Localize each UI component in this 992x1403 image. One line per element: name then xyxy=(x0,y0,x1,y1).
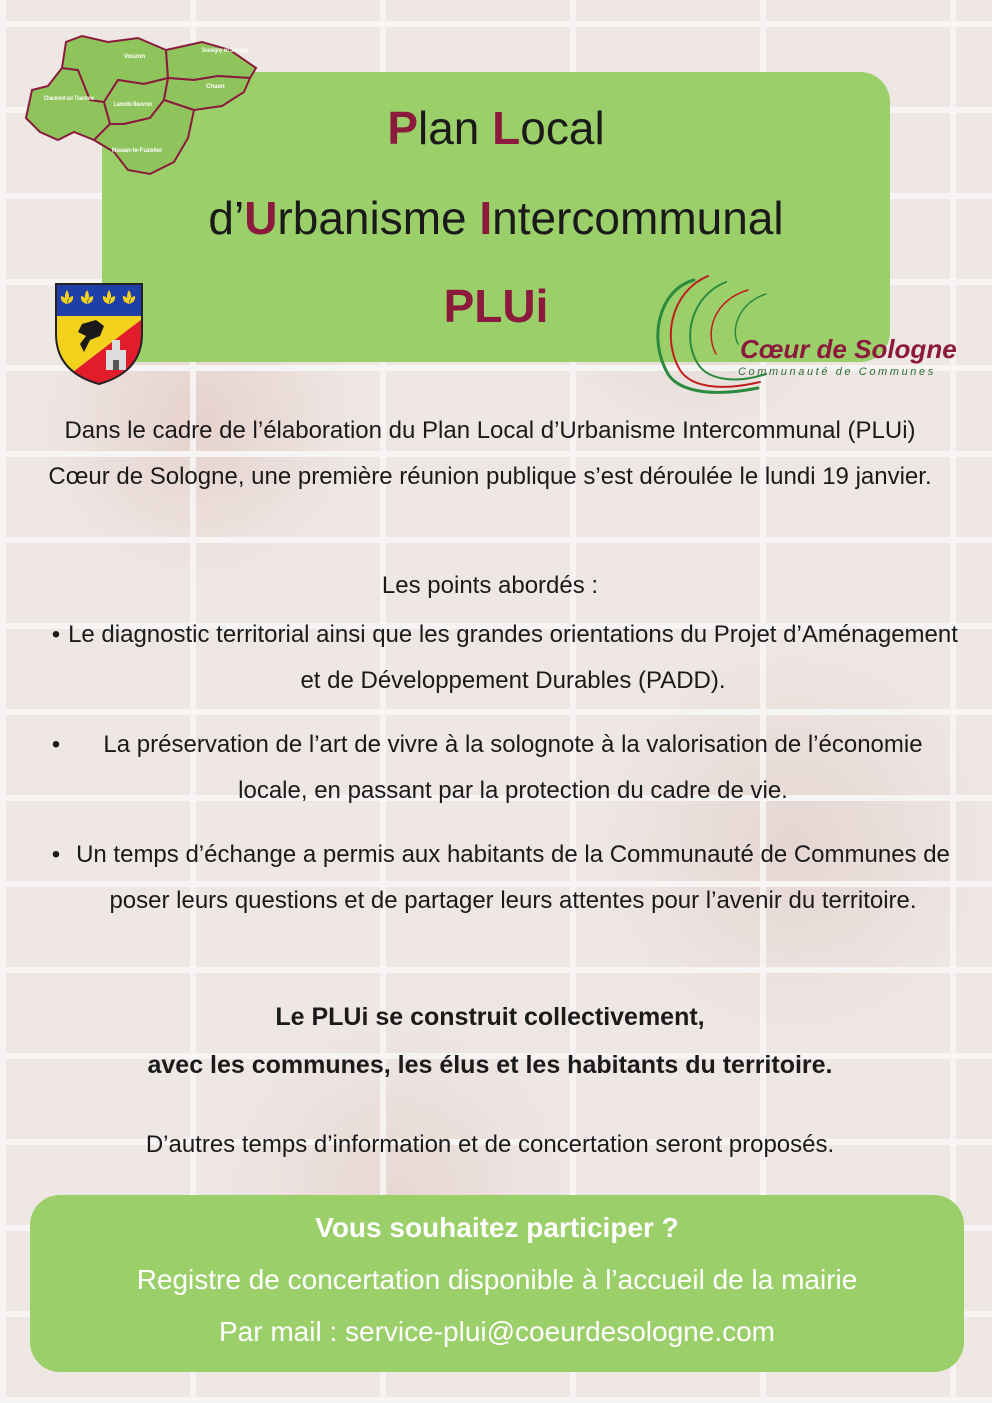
conclusion-line-2: avec les communes, les élus et les habitants du territoire. xyxy=(147,1051,833,1079)
bullet-icon: • xyxy=(51,731,61,758)
title-acronym: PLUi xyxy=(443,280,549,332)
conclusion-line-1: Le PLUi se construit collectivement, xyxy=(275,1003,705,1031)
bullet-icon: • xyxy=(51,621,61,648)
map-label-chaumont: Chaumont sur Tharonne xyxy=(44,96,95,102)
list-item-text: Un temps d’échange a permis aux habitants de la Communauté de Communes de poser leurs questions et de partager leurs attentes pour l’avenir du territoire. xyxy=(76,841,950,914)
title-initial: I xyxy=(479,192,493,244)
title-initial: L xyxy=(492,102,521,154)
logo-name: Cœur de Sologne xyxy=(740,334,957,364)
logo-subtitle: Communauté de Communes xyxy=(738,366,936,378)
map-label-nouan: Nouan-le-Fuzelier xyxy=(112,148,163,154)
title-text: lan xyxy=(418,102,493,154)
coat-of-arms-icon xyxy=(52,280,146,388)
intro-paragraph: Dans le cadre de l’élaboration du Plan Local d’Urbanisme Intercommunal (PLUi) Cœur de Sologne, une première réunion publique s’est déroulée le lundi 19 janvier. xyxy=(48,417,932,490)
territory-map-icon xyxy=(18,28,268,228)
map-label-souvigny: Souvigny en Sologne xyxy=(202,48,249,54)
title-text: rbanisme xyxy=(277,192,480,244)
map-label-vouzon: Vouzon xyxy=(124,54,146,60)
other-events-note: D’autres temps d’information et de concertation seront proposés. xyxy=(145,1131,835,1158)
cta-heading: Vous souhaitez participer ? xyxy=(315,1212,679,1243)
cta-mail[interactable]: Par mail : service-plui@coeurdesologne.com xyxy=(219,1316,775,1347)
bullet-icon: • xyxy=(51,841,61,868)
title-initial: P xyxy=(387,102,418,154)
list-item-text: La préservation de l’art de vivre à la solognote à la valorisation de l’économie locale, en passant par la protection du cadre de vie. xyxy=(103,731,923,804)
map-label-chaon: Chaon xyxy=(206,84,225,90)
title-text: d’ xyxy=(208,192,245,244)
map-label-lamotte: Lamotte Beuvron xyxy=(114,102,153,108)
title-text: ocal xyxy=(520,102,605,154)
points-title: Les points abordés : xyxy=(381,572,599,599)
title-text: ntercommunal xyxy=(492,192,784,244)
list-item-text: Le diagnostic territorial ainsi que les grandes orientations du Projet d’Aménagement et de Développement Durables (PADD). xyxy=(68,621,958,694)
cta-register: Registre de concertation disponible à l’accueil de la mairie xyxy=(136,1264,858,1295)
title-initial: U xyxy=(244,192,278,244)
